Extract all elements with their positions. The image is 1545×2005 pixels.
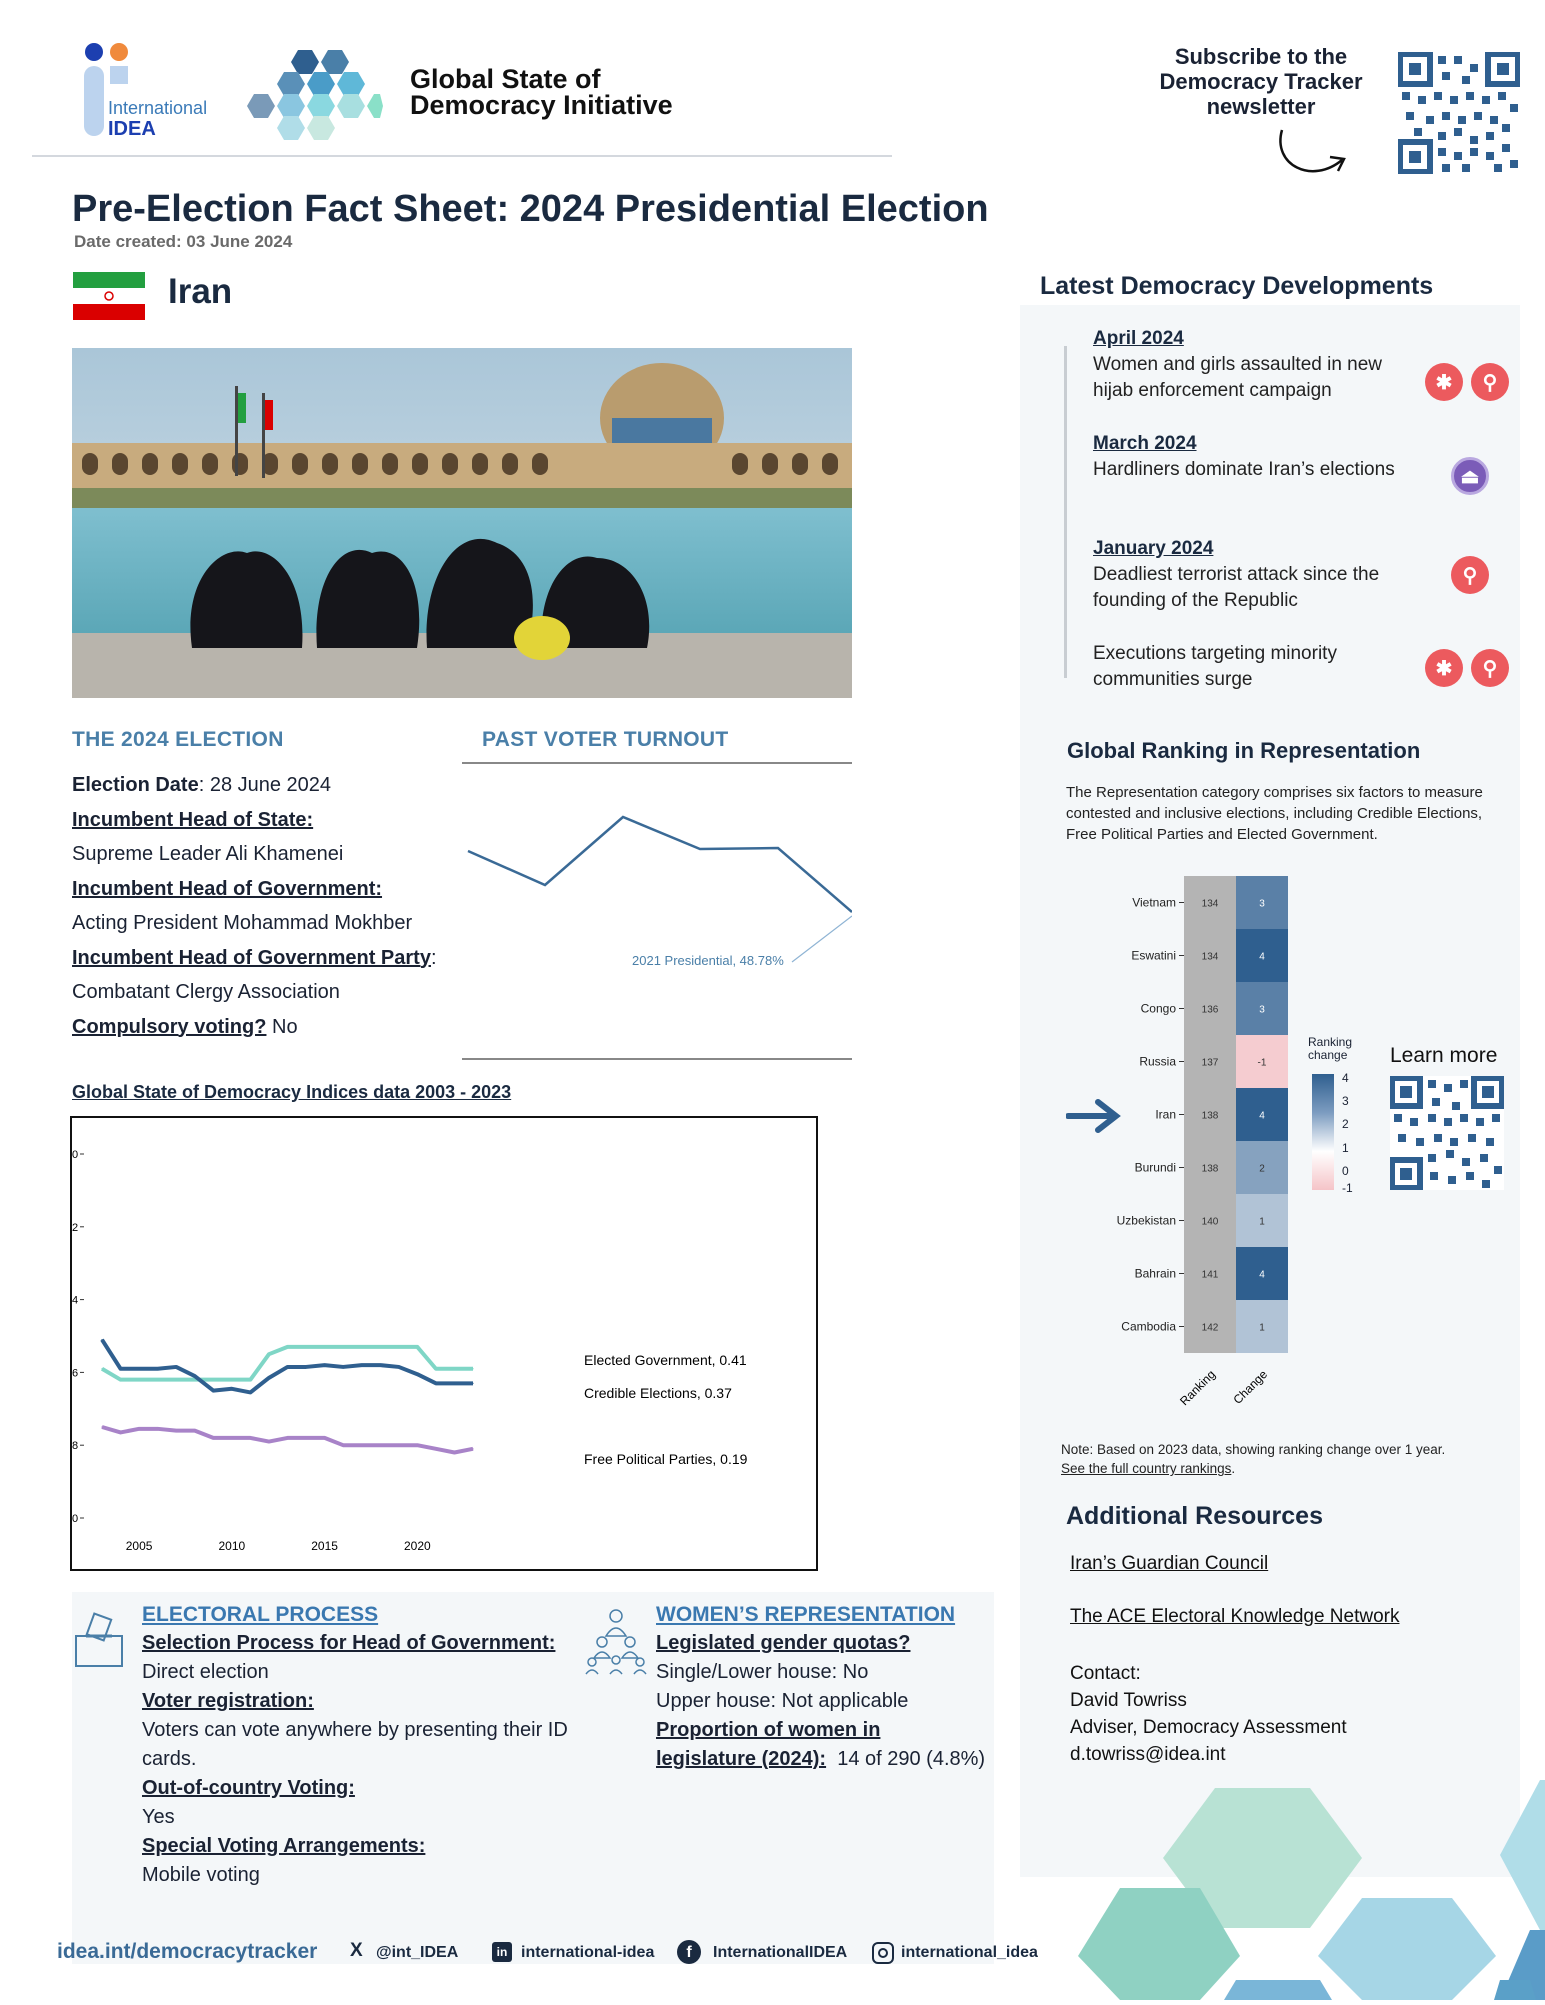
out-of-country-label: Out-of-country Voting: (142, 1777, 355, 1799)
group-icon: ✱ (1425, 363, 1463, 401)
data-point (287, 1437, 288, 1438)
turnout-chart (462, 780, 852, 980)
change-value: 3 (1259, 1004, 1265, 1016)
special-voting-label: Special Voting Arrangements: (142, 1835, 426, 1857)
facebook-link[interactable]: InternationalIDEA (713, 1944, 848, 1961)
data-point (305, 1346, 306, 1347)
data-point (157, 1379, 158, 1380)
data-point (398, 1366, 399, 1367)
y-tick-label: 4 (72, 1294, 79, 1307)
data-point (213, 1390, 214, 1391)
data-point (361, 1346, 362, 1347)
idea-acronym: IDEA (108, 118, 156, 140)
rank-value: 138 (1201, 1110, 1219, 1122)
series-label: Free Political Parties, 0.19 (584, 1451, 748, 1467)
ranking-legend (1308, 1036, 1388, 1196)
header-divider (32, 155, 892, 157)
womens-representation-heading: WOMEN’S REPRESENTATION (656, 1603, 956, 1626)
x-tick-label: 2010 (218, 1539, 246, 1553)
election-heading: THE 2024 ELECTION (72, 728, 284, 751)
data-point (398, 1346, 399, 1347)
government-party-label: Incumbent Head of Government Party (72, 946, 431, 969)
person-search-icon: ⚲ (1451, 556, 1489, 594)
rank-value: 138 (1201, 1163, 1219, 1175)
change-value: 1 (1259, 1216, 1265, 1228)
compulsory-voting-label: Compulsory voting? (72, 1015, 267, 1038)
data-point (454, 1452, 455, 1453)
contact-block (1070, 1660, 1347, 1768)
data-point (268, 1354, 269, 1355)
y-tick-label: 0 (72, 1513, 79, 1525)
development-item[interactable]: March 2024 Hardliners dominate Iran’s elections (1093, 433, 1395, 480)
data-point (157, 1368, 158, 1369)
gsod-title: Global State of Democracy Initiative (410, 64, 673, 120)
gender-quota-label: Legislated gender quotas? (656, 1632, 911, 1654)
contact-role: Adviser, Democracy Assessment (1070, 1717, 1347, 1738)
y-tick-label: 0 (72, 1149, 79, 1161)
linkedin-icon: in (492, 1942, 512, 1962)
ranking-description: The Representation category comprises six factors to measure contested and inclusive elections, including Credible Elections, Free Political Parties and Elected Government. (1066, 784, 1483, 843)
full-rankings-link[interactable]: See the full country rankings (1061, 1461, 1232, 1476)
legend-ticks: 4 3 2 1 0 -1 (1342, 1071, 1353, 1196)
group-icon: ✱ (1425, 649, 1463, 687)
rank-value: 140 (1201, 1216, 1219, 1228)
women-proportion-value: 14 of 290 (4.8%) (826, 1748, 986, 1770)
head-of-state-value: Supreme Leader Ali Khamenei (72, 843, 344, 865)
data-point (454, 1383, 455, 1384)
rank-value: 141 (1201, 1269, 1219, 1281)
rank-value: 136 (1201, 1004, 1219, 1016)
head-of-government-value: Acting President Mohammad Mokhber (72, 912, 413, 934)
linkedin-link[interactable]: international-idea (521, 1944, 655, 1961)
data-point (343, 1346, 344, 1347)
newsletter-qr-code[interactable] (1398, 52, 1520, 174)
facebook-icon: f (677, 1940, 701, 1964)
turnout-annotation: 2021 Presidential, 48.78% (632, 953, 784, 968)
x-tick-label: 2005 (125, 1539, 153, 1553)
change-value: 2 (1259, 1163, 1265, 1175)
data-point (435, 1448, 436, 1449)
data-point (305, 1366, 306, 1367)
electoral-process-block (142, 1600, 582, 1890)
rankings-qr-code[interactable] (1390, 1076, 1504, 1190)
country-label: Bahrain (1134, 1266, 1176, 1281)
timeline-bar (1064, 346, 1067, 678)
data-point (268, 1377, 269, 1378)
data-point (324, 1437, 325, 1438)
change-value: 1 (1259, 1322, 1265, 1334)
rank-value: 134 (1201, 898, 1219, 910)
y-tick-label: 6 (72, 1367, 79, 1380)
data-point (120, 1379, 121, 1380)
country-label: Congo (1140, 1001, 1176, 1016)
rank-value: 142 (1201, 1322, 1219, 1334)
gsod-chart-heading: Global State of Democracy Indices data 2003 - 2023 (72, 1082, 512, 1102)
data-point (101, 1368, 102, 1369)
data-point (194, 1379, 195, 1380)
data-point (324, 1365, 325, 1366)
development-item[interactable]: April 2024 Women and girls assaulted in new hijab enforcement campaign (1093, 328, 1383, 401)
instagram-icon (872, 1942, 894, 1964)
data-point (435, 1383, 436, 1384)
data-point (343, 1366, 344, 1367)
tracker-url-link[interactable]: idea.int/democracytracker (57, 1940, 318, 1963)
iran-flag-icon (73, 272, 145, 320)
data-point (157, 1428, 158, 1429)
voter-registration-value: Voters can vote anywhere by presenting their ID cards. (142, 1719, 568, 1770)
data-point (361, 1445, 362, 1446)
data-point (398, 1445, 399, 1446)
data-point (176, 1379, 177, 1380)
data-point (250, 1392, 251, 1393)
ballot-box-icon (72, 1612, 126, 1670)
person-search-icon: ⚲ (1471, 649, 1509, 687)
data-point (250, 1379, 251, 1380)
change-value: 3 (1259, 898, 1265, 910)
government-party-colon: : (430, 946, 437, 969)
data-point (231, 1388, 232, 1389)
data-point (417, 1445, 418, 1446)
gsod-chart (70, 1116, 818, 1571)
y-tick-label: 8 (72, 1440, 79, 1453)
country-label: Eswatini (1131, 948, 1176, 963)
x-tick-label: 2020 (403, 1539, 431, 1553)
turnout-top-rule (462, 762, 852, 764)
ranking-heading: Global Ranking in Representation (1067, 738, 1421, 763)
data-point (101, 1426, 102, 1427)
legend-gradient (1312, 1074, 1334, 1190)
electoral-process-heading: ELECTORAL PROCESS (142, 1603, 379, 1626)
data-point (139, 1368, 140, 1369)
subscribe-text: Subscribe to the Democracy Tracker newsletter (1159, 44, 1363, 119)
selection-process-value: Direct election (142, 1661, 269, 1683)
guardian-council-link[interactable]: Iran’s Guardian Council (1070, 1553, 1269, 1574)
data-point (213, 1437, 214, 1438)
data-point (287, 1366, 288, 1367)
data-point (454, 1368, 455, 1369)
data-point (268, 1441, 269, 1442)
data-point (213, 1379, 214, 1380)
contact-email[interactable]: d.towriss@idea.int (1070, 1744, 1226, 1765)
womens-representation-block (656, 1600, 986, 1774)
data-point (435, 1368, 436, 1369)
development-item[interactable]: Executions targeting minority communities surge (1093, 643, 1337, 690)
developments-heading: Latest Democracy Developments (1040, 272, 1434, 300)
upper-house-quota: Upper house: Not applicable (656, 1690, 909, 1712)
out-of-country-value: Yes (142, 1806, 175, 1828)
data-point (361, 1365, 362, 1366)
selection-process-label: Selection Process for Head of Government: (142, 1632, 556, 1654)
data-point (120, 1368, 121, 1369)
country-label: Uzbekistan (1116, 1213, 1176, 1228)
series-label: Elected Government, 0.41 (584, 1352, 747, 1368)
instagram-link[interactable]: international_idea (901, 1944, 1038, 1961)
data-point (287, 1346, 288, 1347)
rank-value: 137 (1201, 1057, 1219, 1069)
election-date-value: : 28 June 2024 (198, 774, 332, 796)
election-info (72, 768, 462, 1044)
data-point (176, 1430, 177, 1431)
government-party-value: Combatant Clergy Association (72, 981, 340, 1003)
change-value: 4 (1259, 951, 1265, 963)
ballot-icon: ⏏ (1451, 457, 1489, 495)
special-voting-value: Mobile voting (142, 1864, 260, 1886)
decorative-hexagons (1060, 1780, 1545, 2000)
series-line (102, 1427, 473, 1452)
country-label: Russia (1139, 1054, 1176, 1069)
legend-title: Ranking change (1308, 1035, 1353, 1062)
x-logo-icon: X (350, 1940, 363, 1961)
curved-arrow-icon (1272, 125, 1352, 185)
change-value: 4 (1259, 1269, 1265, 1281)
ranking-note: Note: Based on 2023 data, showing ranking change over 1 year. See the full country rankings. (1061, 1442, 1446, 1476)
data-point (324, 1346, 325, 1347)
person-search-icon: ⚲ (1471, 363, 1509, 401)
voter-registration-label: Voter registration: (142, 1690, 314, 1712)
data-point (139, 1428, 140, 1429)
hero-photo (72, 348, 852, 698)
turnout-line (468, 817, 852, 912)
ace-network-link[interactable]: The ACE Electoral Knowledge Network (1070, 1606, 1400, 1627)
election-date-label: Election Date (72, 774, 199, 796)
development-item[interactable]: January 2024 Deadliest terrorist attack since the founding of the Republic (1093, 538, 1380, 611)
turnout-heading: PAST VOTER TURNOUT (482, 728, 729, 751)
data-point (380, 1365, 381, 1366)
rank-value: 134 (1201, 951, 1219, 963)
data-point (194, 1375, 195, 1376)
gsod-chart-svg (72, 1118, 816, 1569)
head-of-government-label: Incumbent Head of Government: (72, 877, 383, 900)
change-value: -1 (1257, 1057, 1267, 1069)
x-tick-label: 2015 (311, 1539, 338, 1553)
contact-label: Contact: (1070, 1663, 1141, 1684)
data-point (231, 1379, 232, 1380)
data-point (101, 1339, 102, 1340)
data-point (417, 1374, 418, 1375)
learn-more-label: Learn more (1390, 1044, 1498, 1067)
data-point (417, 1346, 418, 1347)
data-point (250, 1437, 251, 1438)
resources-heading: Additional Resources (1066, 1502, 1323, 1530)
data-point (343, 1445, 344, 1446)
country-label: Iran (1155, 1107, 1176, 1122)
country-label: Burundi (1134, 1160, 1176, 1175)
data-point (380, 1445, 381, 1446)
data-point (472, 1448, 473, 1449)
column-label: Change (1230, 1367, 1271, 1407)
series-label: Credible Elections, 0.37 (584, 1385, 732, 1401)
data-point (472, 1368, 473, 1369)
head-of-state-label: Incumbent Head of State: (72, 808, 314, 831)
country-label: Cambodia (1121, 1319, 1176, 1334)
lower-house-quota: Single/Lower house: No (656, 1661, 869, 1683)
page-title: Pre-Election Fact Sheet: 2024 Presidential Election (72, 188, 989, 230)
data-point (305, 1437, 306, 1438)
iran-pointer-arrow-icon (1066, 1098, 1122, 1134)
women-proportion-label: Proportion of women in legislature (2024): (656, 1719, 881, 1770)
compulsory-voting-value: No (266, 1015, 298, 1038)
data-point (139, 1379, 140, 1380)
x-handle-link[interactable]: @int_IDEA (376, 1944, 459, 1961)
data-point (194, 1430, 195, 1431)
women-group-icon (584, 1608, 648, 1676)
change-value: 4 (1259, 1110, 1265, 1122)
data-point (176, 1366, 177, 1367)
data-point (120, 1432, 121, 1433)
date-created: Date created: 03 June 2024 (74, 232, 293, 251)
y-tick-label: 2 (72, 1221, 79, 1234)
turnout-bottom-rule (462, 1058, 852, 1060)
idea-label: International (108, 98, 208, 118)
data-point (231, 1437, 232, 1438)
data-point (380, 1346, 381, 1347)
column-label: Ranking (1177, 1367, 1219, 1409)
contact-name: David Towriss (1070, 1690, 1187, 1711)
country-label: Vietnam (1132, 895, 1176, 910)
country-name: Iran (168, 272, 233, 311)
gsod-hexagon-logo (238, 48, 383, 140)
data-point (472, 1383, 473, 1384)
